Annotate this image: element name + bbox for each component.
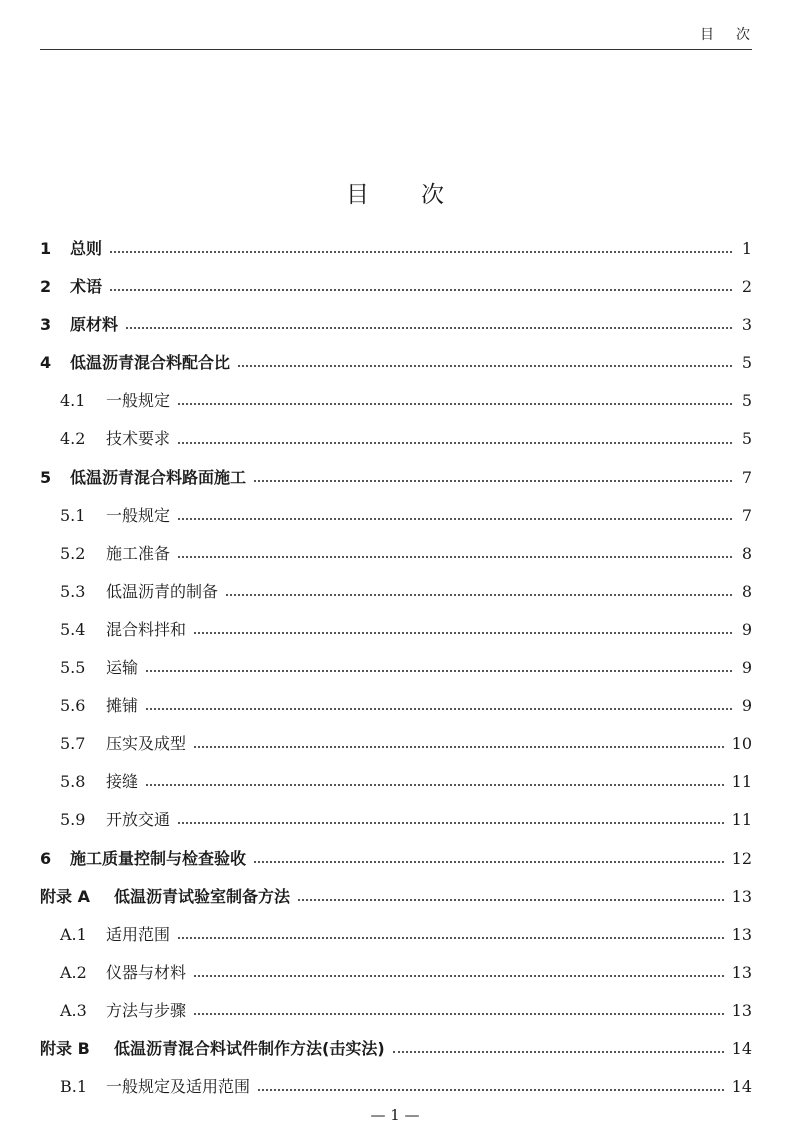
- toc-entry-title: 总则: [70, 239, 103, 258]
- toc-entry-title: 运输: [106, 658, 139, 678]
- toc-leader-dots: [178, 556, 732, 558]
- toc-entry-page: 8: [741, 581, 752, 601]
- toc-entry-number: 附录 A: [40, 886, 90, 906]
- toc-leader-dots: [254, 861, 724, 863]
- toc-leader-dots: [178, 937, 724, 939]
- toc-entry-page: 13: [731, 962, 752, 982]
- toc-leader-dots: [110, 289, 732, 291]
- toc-entry-page: 11: [731, 772, 752, 792]
- toc-entry[interactable]: [40, 344, 752, 382]
- toc-leader-dots: [194, 1013, 724, 1015]
- toc-entry-number: A.3: [60, 1000, 87, 1020]
- toc-entry[interactable]: [40, 763, 752, 801]
- toc-entry[interactable]: [40, 306, 752, 344]
- toc-entry-number: 附录 B: [40, 1038, 90, 1058]
- toc-leader-dots: [258, 1089, 724, 1091]
- toc-entry[interactable]: [40, 992, 752, 1030]
- toc-entry-number: 5.1: [60, 505, 86, 525]
- toc-entry-page: 9: [741, 658, 752, 678]
- toc-leader-dots: [238, 365, 732, 367]
- toc-entry-page: 13: [731, 1000, 752, 1020]
- toc-entry-title: 一般规定: [106, 505, 171, 525]
- toc-leader-dots: [110, 251, 732, 253]
- toc-entry-page: 14: [731, 1038, 752, 1058]
- toc-entry[interactable]: [40, 649, 752, 687]
- toc-entry[interactable]: [40, 535, 752, 573]
- toc-leader-dots: [146, 670, 732, 672]
- page-title: 目次: [346, 182, 496, 208]
- toc-entry[interactable]: [40, 382, 752, 420]
- toc-entry-page: 12: [731, 848, 752, 868]
- toc-entry-title: 术语: [70, 277, 103, 297]
- toc-entry-title: 施工质量控制与检查验收: [70, 848, 247, 868]
- toc-leader-dots: [194, 975, 724, 977]
- toc-entry-page: 8: [741, 543, 752, 563]
- toc-entry-title: 技术要求: [106, 429, 171, 449]
- toc-leader-dots: [298, 899, 724, 901]
- toc-leader-dots: [146, 708, 732, 710]
- toc-leader-dots: [194, 632, 732, 634]
- toc-entry[interactable]: [40, 1068, 752, 1106]
- toc-entry-title: 接缝: [106, 772, 139, 792]
- toc-entry-number: 5: [40, 467, 52, 487]
- toc-entry-page: 10: [731, 734, 752, 754]
- toc-entry-page: 9: [741, 696, 752, 716]
- toc-entry-number: 2: [40, 277, 52, 297]
- toc-entry-number: A.1: [60, 924, 87, 944]
- toc-entry[interactable]: [40, 1030, 752, 1068]
- toc-leader-dots: [178, 518, 732, 520]
- toc-entry-number: 3: [40, 315, 52, 335]
- toc-entry-number: 5.3: [60, 581, 86, 601]
- toc-entry-number: A.2: [60, 962, 87, 982]
- toc-entry-page: 13: [731, 924, 752, 944]
- page-number: — 1 —: [370, 1106, 420, 1124]
- toc-entry-page: 5: [741, 353, 752, 373]
- toc-entry[interactable]: [40, 801, 752, 839]
- toc-leader-dots: [178, 403, 732, 405]
- toc-leader-dots: [178, 442, 732, 444]
- toc-entry-title: 方法与步骤: [106, 1000, 187, 1020]
- toc-entry-page: 1: [741, 239, 752, 258]
- toc-entry[interactable]: [40, 725, 752, 763]
- toc-entry-title: 适用范围: [106, 924, 171, 944]
- toc-entry-title: 压实及成型: [106, 734, 187, 754]
- toc-entry[interactable]: [40, 420, 752, 458]
- toc-entry-title: 低温沥青的制备: [106, 581, 219, 601]
- toc-leader-dots: [146, 784, 724, 786]
- toc-entry-page: 5: [741, 429, 752, 449]
- toc-entry-number: 5.8: [60, 772, 86, 792]
- toc-entry[interactable]: [40, 954, 752, 992]
- toc-entry-number: 5.7: [60, 734, 86, 754]
- toc-entry[interactable]: [40, 459, 752, 497]
- toc-entry-number: 4.2: [60, 429, 86, 449]
- toc-entry[interactable]: [40, 573, 752, 611]
- toc-entry-number: B.1: [60, 1077, 88, 1097]
- toc-leader-dots: [194, 746, 724, 748]
- toc-entry-page: 7: [741, 505, 752, 525]
- toc-entry-title: 摊铺: [106, 696, 139, 716]
- toc-entry-page: 11: [731, 810, 752, 830]
- toc-entry-title: 低温沥青试验室制备方法: [114, 886, 291, 906]
- toc-entry[interactable]: [40, 611, 752, 649]
- toc-entry-number: 5.6: [60, 696, 86, 716]
- toc-entry-title: 低温沥青混合料路面施工: [70, 467, 247, 487]
- toc-entry-number: 5.5: [60, 658, 86, 678]
- running-header: 目次: [700, 27, 772, 43]
- toc-entry-page: 13: [731, 886, 752, 906]
- toc-entry-number: 1: [40, 239, 52, 258]
- toc-leader-dots: [178, 822, 724, 824]
- toc-entry-page: 2: [741, 277, 752, 297]
- toc-leader-dots: [226, 594, 732, 596]
- toc-entry[interactable]: [40, 916, 752, 954]
- toc-entry-title: 原材料: [70, 315, 119, 335]
- toc-entry-title: 一般规定及适用范围: [106, 1077, 251, 1097]
- toc-entry-page: 14: [731, 1077, 752, 1097]
- toc-entry-number: 6: [40, 848, 52, 868]
- toc-entry-page: 7: [741, 467, 752, 487]
- table-of-contents: [40, 230, 752, 1106]
- toc-leader-dots: [393, 1051, 724, 1053]
- toc-entry[interactable]: [40, 268, 752, 306]
- toc-entry-page: 3: [741, 315, 752, 335]
- toc-leader-dots: [126, 327, 732, 329]
- toc-entry-title: 施工准备: [106, 543, 171, 563]
- toc-entry[interactable]: [40, 497, 752, 535]
- toc-entry-title: 开放交通: [106, 810, 171, 830]
- toc-entry[interactable]: [40, 230, 752, 268]
- toc-entry-number: 4.1: [60, 391, 86, 411]
- toc-entry-title: 低温沥青混合料试件制作方法(击实法): [114, 1038, 385, 1058]
- toc-entry-number: 5.9: [60, 810, 86, 830]
- toc-entry-page: 9: [741, 619, 752, 639]
- toc-entry[interactable]: [40, 840, 752, 878]
- toc-entry[interactable]: [40, 878, 752, 916]
- toc-entry[interactable]: [40, 687, 752, 725]
- toc-entry-title: 仪器与材料: [106, 962, 187, 982]
- toc-leader-dots: [254, 480, 732, 482]
- header-rule: [40, 49, 752, 50]
- toc-entry-number: 5.4: [60, 619, 86, 639]
- toc-entry-title: 混合料拌和: [106, 619, 187, 639]
- toc-entry-page: 5: [741, 391, 752, 411]
- toc-entry-title: 一般规定: [106, 391, 171, 411]
- toc-entry-title: 低温沥青混合料配合比: [70, 353, 231, 373]
- toc-entry-number: 4: [40, 353, 52, 373]
- toc-entry-number: 5.2: [60, 543, 86, 563]
